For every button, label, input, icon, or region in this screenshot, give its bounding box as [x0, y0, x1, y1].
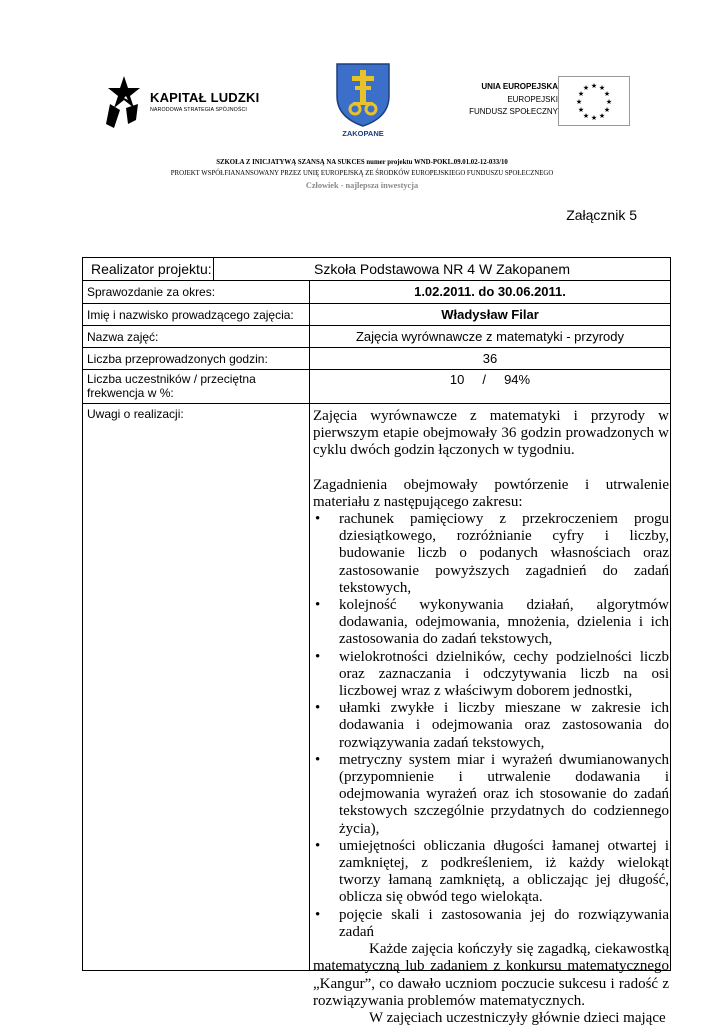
class-name-row — [83, 326, 670, 348]
list-item: • kolejność wykonywania działań, algorytmów dodawania, odejmowania, mnożenia, dzielenia i ich zastosowania do zadań tekstowych, — [313, 597, 669, 649]
project-title-line: SZKOŁA Z INICJATYWĄ SZANSĄ NA SUKCES numer projektu WND-POKL.09.01.02-12-033/10 — [216, 159, 508, 166]
period-value: 1.02.2011. do 30.06.2011. — [414, 284, 566, 299]
notes-paragraph: Zajęcia wyrównawcze z matematyki i przyrody w pierwszym etapie obejmowały 36 godzin prowadzonych w cyklu dwóch godzin łączonych w tygodniu. — [313, 408, 669, 459]
svg-text:★: ★ — [575, 98, 583, 106]
svg-text:★: ★ — [598, 112, 606, 120]
list-item: • ułamki zwykłe i liczby mieszane w zakresie ich dodawania i odejmowania oraz zastosowania do rozwiązywania zadań tekstowych, — [313, 700, 669, 752]
realizator-label: Realizator projektu: — [91, 261, 212, 277]
list-item: • rachunek pamięciowy z przekroczeniem progu dziesiątkowego, rozróżnianie cyfry i liczby, budowanie liczb o podanych własnościach oraz zastosowanie powyższych zagadnień do zadań tekstowych, — [313, 511, 669, 597]
svg-text:★: ★ — [598, 84, 606, 92]
eu-logo — [452, 72, 632, 128]
realizator-value: Szkoła Podstawowa NR 4 W Zakopanem — [314, 261, 570, 277]
eu-line3: FUNDUSZ SPOŁECZNY — [469, 107, 558, 116]
list-item: • pojęcie skali i zastosowania jej do rozwiązywania zadań — [313, 907, 669, 941]
notes-content — [313, 408, 669, 1027]
teacher-label: Imię i nazwisko prowadzącego zajęcia: — [87, 308, 294, 322]
hours-row — [83, 348, 670, 370]
coat-of-arms-icon — [333, 62, 393, 128]
kapital-ludzki-logo — [104, 72, 274, 132]
list-item: • umiejętności obliczania długości łamanej otwartej i zamkniętej, z podkreśleniem, iż każdy wielokąt tworzy łamaną zamkniętą, a obliczając jej długość, oblicza się obwód tego wielokąta. — [313, 838, 669, 907]
svg-text:★: ★ — [603, 90, 611, 98]
annex-label: Załącznik 5 — [566, 207, 637, 223]
notes-paragraph: Każde zajęcia kończyły się zagadką, ciekawostką matematyczną lub zadaniem z konkursu matematycznego „Kangur”, co dawało uczniom poczucie sukcesu i radość z rozwiązywania problemów matematycznych. — [313, 941, 669, 1009]
teacher-row — [83, 304, 670, 326]
period-label: Sprawozdanie za okres: — [87, 285, 216, 299]
hours-label: Liczba przeprowadzonych godzin: — [87, 352, 268, 366]
participants-row — [83, 370, 670, 404]
svg-text:★: ★ — [603, 106, 611, 114]
zakopane-coat-of-arms — [333, 62, 393, 142]
notes-paragraph: Zagadnienia obejmowały powtórzenie i utrwalenie materiału z następującego zakresu: — [313, 476, 669, 510]
list-item: • wielokrotności dzielników, cechy podzielności liczb oraz zaznaczania i odczytywania liczb na osi liczbowej wraz z właściwym doborem jednostki, — [313, 649, 669, 701]
svg-text:★: ★ — [590, 82, 598, 90]
hours-value: 36 — [482, 351, 498, 366]
kapital-ludzki-subtitle: NARODOWA STRATEGIA SPÓJNOŚCI — [150, 107, 247, 113]
slogan-line: Człowiek - najlepsza inwestycja — [305, 181, 419, 190]
eu-line2: EUROPEJSKI — [507, 95, 558, 104]
eu-line1: UNIA EUROPEJSKA — [481, 82, 558, 91]
eu-flag-icon — [558, 76, 630, 126]
coat-label: ZAKOPANE — [342, 129, 384, 138]
topics-list — [313, 511, 669, 941]
period-row — [83, 281, 670, 304]
notes-paragraph: W zajęciach uczestniczyły głównie dzieci mające — [369, 1009, 666, 1026]
svg-text:★: ★ — [577, 90, 585, 98]
class-name-label: Nazwa zajęć: — [87, 330, 159, 344]
kapital-ludzki-title: KAPITAŁ LUDZKI — [150, 90, 260, 105]
realizator-row — [83, 258, 670, 281]
list-item: • metryczny system miar i wyrażeń dwumianowanych (przypomnienie i utrwalenie dodawania i odejmowania wyrażeń oraz ich stosowanie do zadań tekstowych szczególnie przydatnych do codziennego życia), — [313, 752, 669, 838]
cofinancing-line: PROJEKT WSPÓŁFIANANSOWANY PRZEZ UNIĘ EUROPEJSKĄ ZE ŚRODKÓW EUROPEJSKIEGO FUNDUSZU SPOŁECZNEGO — [170, 170, 554, 177]
participants-value: 10 / 94% — [449, 372, 531, 387]
svg-text:★: ★ — [577, 106, 585, 114]
svg-text:★: ★ — [605, 98, 613, 106]
svg-text:★: ★ — [582, 84, 590, 92]
svg-text:★: ★ — [590, 114, 598, 122]
participants-label: Liczba uczestników / przeciętna frekwencja w %: — [87, 372, 256, 400]
kapital-ludzki-emblem-icon — [104, 74, 144, 130]
teacher-value: Władysław Filar — [441, 307, 539, 322]
svg-text:★: ★ — [582, 112, 590, 120]
class-name-value: Zajęcia wyrównawcze z matematyki - przyrody — [355, 329, 625, 344]
notes-label: Uwagi o realizacji: — [87, 407, 184, 421]
report-table — [82, 257, 671, 1026]
